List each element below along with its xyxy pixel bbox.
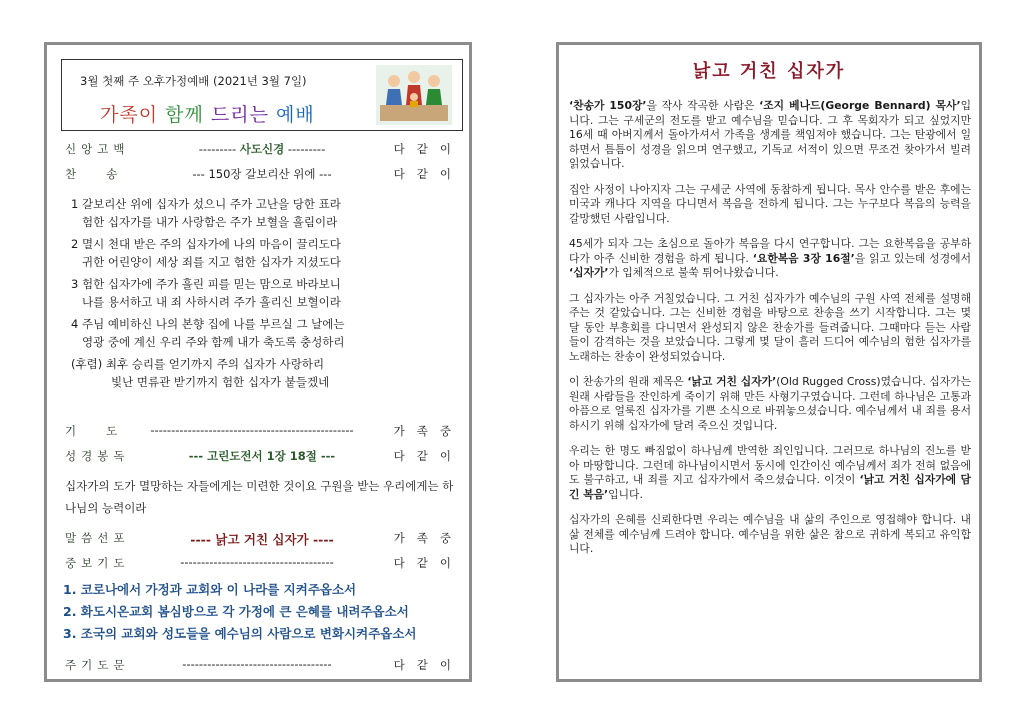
dashes: ------------------------------------- [180,555,334,569]
dashes: --------- [287,142,326,156]
sermon-page [556,42,982,682]
prayer-item: 3. 조국의 교회와 성도들을 예수님의 사람으로 변화시켜주옵소서 [63,626,417,641]
verse-line: 험한 십자가를 내가 사랑함은 주가 보혈을 흘림이라 [82,215,338,229]
emphasis-text: ‘낡고 거친 십자가’ [687,375,777,388]
title-part-family: 가족이 [100,104,166,126]
hymn-verse [71,275,461,311]
sermon-paragraph [569,375,971,433]
sermon-paragraph [569,183,971,227]
order-response: 다같이 [393,449,463,463]
paragraph-text: 입니다. [608,487,643,501]
dashes: ------------------------------------------------- [150,423,354,437]
emphasis-text: ‘찬송가 150장’ [569,99,647,112]
title-part-offering: 드리는 [210,104,276,126]
emphasis-text: ‘십자가’ [569,266,609,279]
paragraph-text: 집안 사정이 나아지자 그는 구세군 사역에 동참하게 됩니다. 목사 안수를 받은 후에는 미국과 캐나다 지역을 다니면서 복음을 전하게 됩니다. 그는 누구보다 복음의 능력을 갈망했던 사람입니다. [569,182,971,225]
verse-line: 영광 중에 계신 우리 주와 함께 내가 축도록 충성하리 [82,335,345,349]
worship-title [100,100,315,127]
order-response: 다같이 [393,556,463,570]
hymn-verse [71,315,461,351]
family-illustration [376,65,452,125]
worship-header-box [61,59,463,131]
order-label: 기도 [65,424,148,438]
order-label: 성경봉독 [65,449,130,463]
paragraph-text: 을 작사 작곡한 사람은 [646,99,760,112]
title-part-worship: 예배 [275,104,315,126]
hymn-title: --- 150장 갈보리산 위에 --- [192,167,332,181]
order-sermon [61,530,463,548]
verse-line: 빛난 면류관 받기까지 험한 십자가 붙들겠네 [111,375,330,389]
order-label: 말씀선포 [65,531,130,545]
order-response: 가족중 [393,424,463,438]
paragraph-text: 을 읽고 있는데 성경에서 [854,251,972,265]
order-label: 신앙고백 [65,142,130,156]
emphasis-text: ‘요한복음 3장 16절’ [752,251,855,265]
paragraph-text: (Old Rugged Cross)였습니다. 십자가는 원래 사람들을 잔인하게 죽이기 위해 만든 사형기구였습니다. 그런데 하나님은 고통과 아픔으로 얼룩진 십자가를 기쁜 소식으로 바꿔놓으셨습니다. 예수님께서 내 죄를 용서하시기 위해 십자가에 달려 죽으신 것입니다. [569,375,971,432]
order-label: 중보기도 [65,556,130,570]
sermon-paragraph [569,444,971,502]
dashes: ------------------------------------ [182,657,332,671]
sermon-paragraph [569,513,971,557]
hymn-chorus [71,355,461,391]
verse-line: (후렴) 최후 승리를 얻기까지 주의 십자가 사랑하리 [71,357,325,371]
sermon-body [569,99,971,568]
order-reading [61,448,463,466]
order-response: 가족중 [393,531,463,545]
paragraph-text: 45세가 되자 그는 초심으로 돌아가 복음을 다시 연구합니다. 그는 요한복음을 공부하다가 아주 신비한 경험을 하게 됩니다. [569,237,971,265]
worship-order-page [44,42,472,682]
paragraph-text: 우리는 한 명도 빠짐없이 하나님께 반역한 죄인입니다. 그러므로 하나님의 진노를 받아 마땅합니다. 그런데 하나님이시면서 동시에 인간이신 예수님께서 죄가 전혀 없음에도 불구하고, 내 죄를 지고 십자가에서 죽으셨습니다. 이것이 [569,444,971,486]
worship-date: 3월 첫째 주 오후가정예배 (2021년 3월 7일) [80,74,307,88]
emphasis-text: ‘조지 베나드(George Bennard) 목사’ [759,99,961,112]
order-response: 다같이 [393,167,463,181]
creed-name: 사도신경 [239,142,285,156]
paragraph-text: 가 입체적으로 불쑥 튀어나왔습니다. [608,266,779,279]
emphasis-text: ‘낡고 거친 십자가에 담긴 복음’ [569,473,971,501]
order-response: 다같이 [393,142,463,156]
paragraph-text: 이 찬송가의 원래 제목은 [569,375,688,388]
paragraph-text: 입니다. 그는 구세군의 전도를 받고 예수님을 믿습니다. 그 후 목회자가 되고 싶었지만 16세 때 아버지께서 돌아가셔서 가족을 생계를 책임져야 했습니다. 그는 탄광에서 일하면서 틈틈이 성경을 읽으며 연구했고, 기독교 서적이 있으면 무조건 찾아가서 빌려 읽었습니다. [569,99,971,170]
verse-line: 3 험한 십자가에 주가 흘린 피를 믿는 맘으로 바라보니 [71,277,341,291]
dashes: --------- [198,142,237,156]
hymn-verse [71,235,461,271]
hymn-verse [71,195,461,231]
title-part-together: 함께 [165,104,211,126]
order-prayer [61,423,463,441]
order-hymn [61,166,463,184]
order-creed [61,141,463,159]
verse-line: 4 주님 예비하신 나의 본향 집에 나를 부르실 그 날에는 [71,317,345,331]
paragraph-text: 그 십자가는 아주 거칠었습니다. 그 거친 십자가가 예수님의 구원 사역 전체를 설명해주는 것 같았습니다. 그는 신비한 경험을 바탕으로 찬송을 쓰기 시작합니다. 그는 몇 달 동안 부흥회를 다니면서 완성되지 않은 찬송가를 들려줍니다. 그때마다 듣는 사람들이 감격하는 것을 보았습니다. 그렇게 몇 달이 흘러 드디어 예수님의 험한 십자가를 노래하는 찬송이 완성되었습니다. [569,291,971,363]
prayer-item: 1. 코로나에서 가정과 교회와 이 나라를 지켜주옵소서 [63,582,357,597]
sermon-paragraph [569,292,971,365]
prayer-item: 2. 화도시온교회 봄심방으로 각 가정에 큰 은혜를 내려주옵소서 [63,604,409,619]
order-response: 다같이 [393,658,463,672]
sermon-page-title: 낡고 거친 십자가 [692,61,846,82]
verse-line: 나를 용서하고 내 죄 사하시려 주가 흘리신 보혈이라 [82,295,341,309]
verse-line: 2 멸시 천대 받은 주의 십자가에 나의 마음이 끌리도다 [71,237,341,251]
sermon-paragraph [569,99,971,172]
order-lords-prayer [61,657,463,675]
verse-line: 귀한 어린양이 세상 죄를 지고 험한 십자가 지셨도다 [82,255,341,269]
hymn-lyrics [71,195,461,395]
scripture-reference: --- 고린도전서 1장 18절 --- [188,449,336,463]
verse-line: 1 갈보리산 위에 십자가 섰으니 주가 고난을 당한 표라 [71,197,341,211]
sermon-title: ---- 낡고 거친 십자가 ---- [190,532,334,547]
order-label: 주기도문 [65,658,130,672]
sermon-paragraph [569,237,971,281]
prayer-list [63,579,469,645]
order-label: 찬송 [65,167,148,181]
paragraph-text: 십자가의 은혜를 신뢰한다면 우리는 예수님을 내 삶의 주인으로 영접해야 합니다. 내 삶 전체를 예수님께 드려야 합니다. 예수님을 위한 삶은 참으로 귀하게 복되고 유익합니다. [569,513,971,555]
scripture-text: 십자가의 도가 멸망하는 자들에게는 미련한 것이요 구원을 받는 우리에게는 하나님의 능력이라 [65,479,454,515]
order-intercession [61,555,463,573]
